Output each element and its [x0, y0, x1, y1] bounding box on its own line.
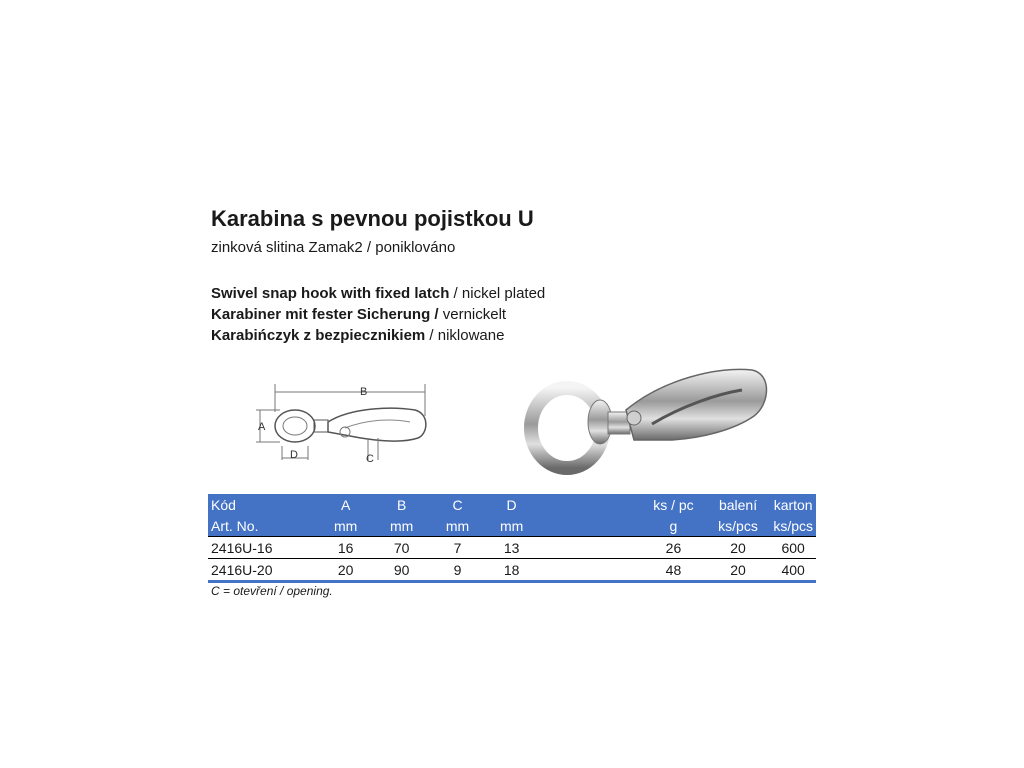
header-cell: A [319, 494, 373, 515]
translation-de-rest: vernickelt [438, 306, 507, 323]
header-cell: C [431, 494, 485, 515]
table-cell: 90 [373, 559, 431, 582]
header-cell [539, 515, 642, 537]
header-cell: mm [319, 515, 373, 537]
header-cell: balení [706, 494, 771, 515]
table-row [208, 537, 816, 559]
spec-table [208, 494, 816, 583]
table-row [208, 559, 816, 582]
table-cell: 400 [770, 559, 816, 582]
table-cell: 18 [485, 559, 539, 582]
header-cell: mm [431, 515, 485, 537]
table-cell: 2416U-16 [208, 537, 319, 559]
label-a: A [258, 421, 266, 433]
translation-pl-rest: / niklowane [425, 327, 505, 344]
header-cell: mm [373, 515, 431, 537]
translation-pl-bold: Karabińczyk z bezpiecznikiem [211, 327, 426, 344]
table-cell [539, 559, 642, 582]
table-cell: 16 [319, 537, 373, 559]
translation-de [211, 306, 506, 323]
label-c: C [366, 453, 374, 465]
swivel-eye-shape [275, 410, 315, 442]
table-header-row [208, 515, 816, 537]
footnote: C = otevření / opening. [211, 584, 333, 598]
hook-body-shape [626, 369, 767, 440]
translation-pl [211, 327, 504, 344]
table-cell [539, 537, 642, 559]
table-cell: 13 [485, 537, 539, 559]
technical-drawing [250, 378, 450, 468]
label-d: D [290, 449, 298, 461]
table-cell: 26 [641, 537, 706, 559]
header-cell: Art. No. [208, 515, 319, 537]
header-cell: g [641, 515, 706, 537]
header-cell: mm [485, 515, 539, 537]
translation-de-bold: Karabiner mit fester Sicherung / [211, 306, 439, 323]
table-header-row [208, 494, 816, 515]
header-cell: ks / pc [641, 494, 706, 515]
header-cell: ks/pcs [706, 515, 771, 537]
table-cell: 7 [431, 537, 485, 559]
translation-en-rest: / nickel plated [449, 285, 546, 302]
table-cell: 9 [431, 559, 485, 582]
header-cell: ks/pcs [770, 515, 816, 537]
table-cell: 70 [373, 537, 431, 559]
label-b: B [360, 386, 368, 398]
header-cell: D [485, 494, 539, 515]
table-cell: 48 [641, 559, 706, 582]
table-cell: 20 [319, 559, 373, 582]
table-cell: 20 [706, 559, 771, 582]
translation-en [211, 285, 545, 302]
header-cell: karton [770, 494, 816, 515]
material-subtitle: zinková slitina Zamak2 / poniklováno [211, 239, 456, 256]
table-cell: 20 [706, 537, 771, 559]
translation-en-bold: Swivel snap hook with fixed latch [211, 285, 450, 302]
product-photo [522, 360, 772, 480]
header-cell: B [373, 494, 431, 515]
table-cell: 600 [770, 537, 816, 559]
product-title: Karabina s pevnou pojistkou U [211, 206, 534, 231]
header-cell: Kód [208, 494, 319, 515]
table-cell: 2416U-20 [208, 559, 319, 582]
header-cell [539, 494, 642, 515]
